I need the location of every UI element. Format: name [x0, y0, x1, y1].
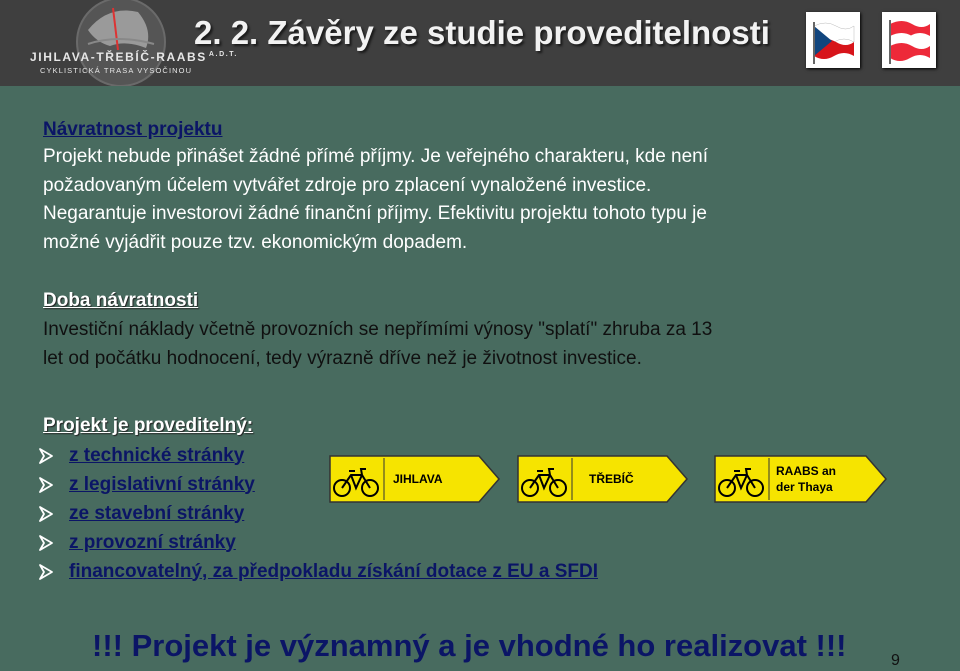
feasibility-list [37, 441, 598, 586]
list-item [37, 470, 598, 499]
list-item [37, 441, 598, 470]
list-item-text: ze stavební stránky [69, 502, 245, 524]
list-item [37, 499, 598, 528]
page-title: 2. 2. Závěry ze studie proveditelnosti [194, 14, 770, 51]
sign-label: TŘEBÍČ [589, 472, 634, 486]
list-item-text: z technické stránky [69, 444, 245, 466]
closing-statement: !!! Projekt je významný a je vhodné ho realizovat !!! [92, 628, 847, 663]
text-line: Negarantuje investorovi žádné finanční příjmy. Efektivitu projektu tohoto typu je [43, 203, 707, 224]
project-logo [18, 0, 238, 86]
logo-suffix: A.D.T. [208, 51, 238, 58]
section-payback-text [43, 316, 712, 373]
section-heading-return: Návratnost projektu [43, 119, 223, 140]
sign-label-line2: der Thaya [776, 480, 833, 494]
route-sign-trebic [517, 455, 689, 503]
logo-name: JIHLAVA-TŘEBÍČ-RAABS $^{A.D.T.}$ [30, 50, 238, 64]
czech-flag-icon [806, 12, 860, 68]
list-item [37, 557, 598, 586]
austrian-flag-icon [882, 12, 936, 68]
route-sign-jihlava [329, 455, 501, 503]
sign-label: JIHLAVA [393, 472, 443, 486]
text-line: požadovaným účelem vytvářet zdroje pro zplacení vynaložené investice. [43, 174, 652, 196]
text-line: let od počátku hodnocení, tedy výrazně dříve než je životnost investice. [43, 347, 642, 369]
section-heading-feasible: Projekt je proveditelný: [43, 415, 254, 436]
list-item-text: z legislativní stránky [69, 473, 255, 495]
bullet-arrow-icon [37, 476, 55, 494]
route-sign-raabs [714, 455, 888, 503]
header-bar [0, 0, 960, 86]
text-line: Projekt nebude přinášet žádné přímé příjmy. Je veřejného charakteru, kde není [43, 146, 709, 167]
page-number: 9 [891, 652, 900, 669]
list-item [37, 528, 598, 557]
text-line: Investiční náklady včetně provozních se nepřímími výnosy "splatí" zhruba za 13 [43, 319, 713, 340]
section-heading-payback: Doba návratnosti [43, 290, 199, 311]
section-return-text [43, 143, 708, 257]
bullet-arrow-icon [37, 505, 55, 523]
text-line: možné vyjádřit pouze tzv. ekonomickým dopadem. [43, 231, 468, 253]
list-item-text: financovatelný, za předpokladu získání dotace z EU a SFDI [69, 560, 598, 582]
bullet-arrow-icon [37, 563, 55, 581]
bullet-arrow-icon [37, 534, 55, 552]
list-item-text: z provozní stránky [69, 531, 236, 553]
sign-label-line1: RAABS an [776, 464, 837, 478]
logo-subtitle: CYKLISTICKÁ TRASA VYSOČINOU [40, 66, 193, 75]
bullet-arrow-icon [37, 447, 55, 465]
